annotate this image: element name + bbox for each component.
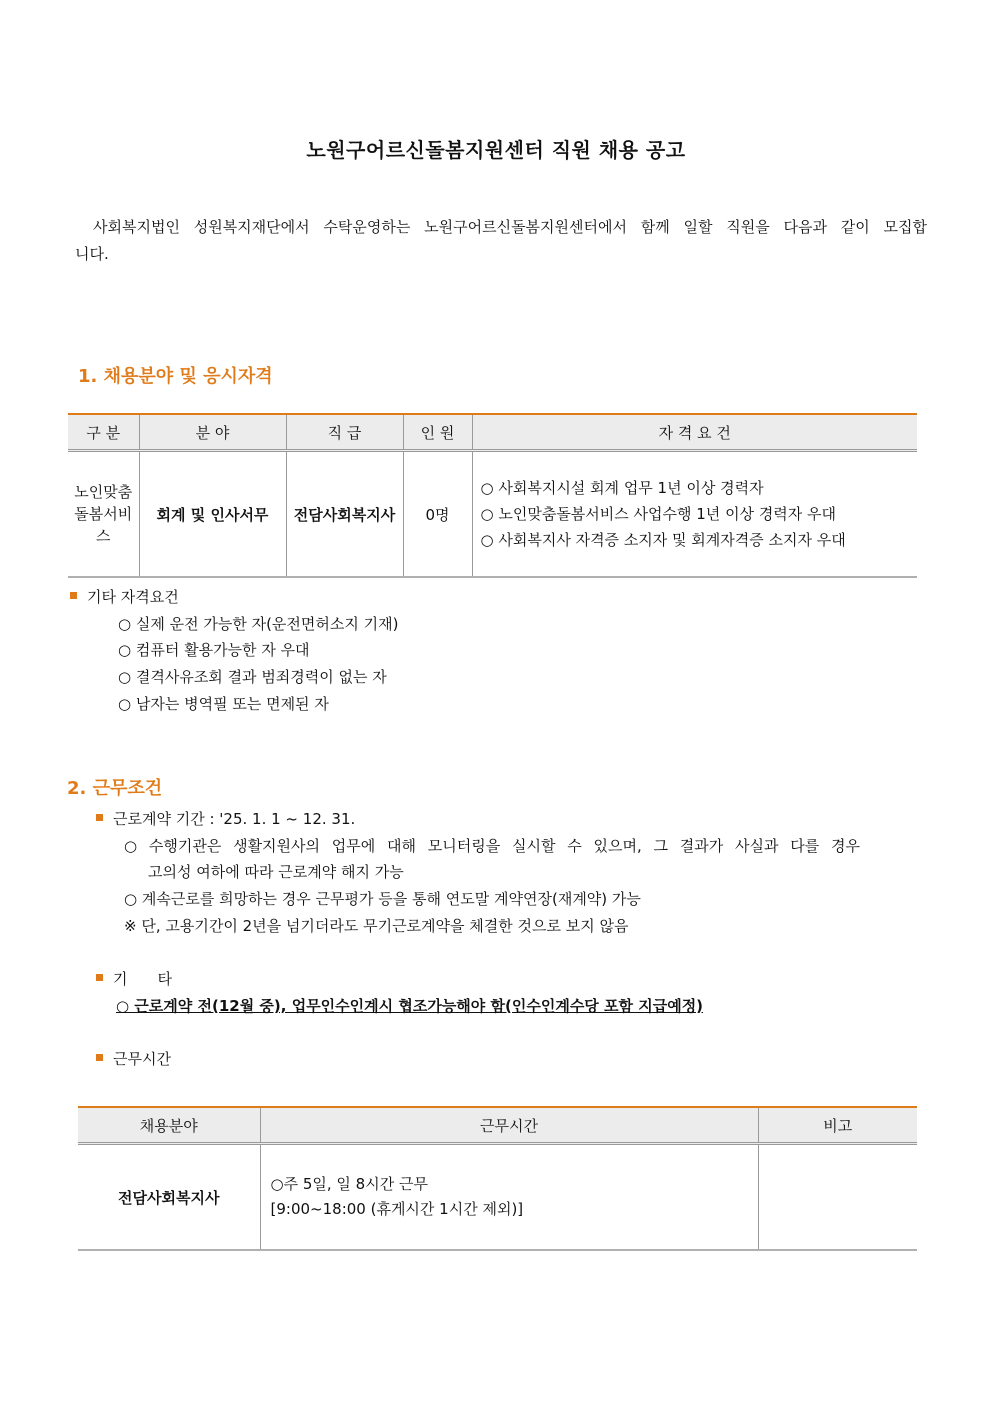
section2-heading: 2. 근무조건 — [67, 778, 163, 799]
category-text: 노인맞춤돌봄서비스 — [74, 483, 133, 545]
header-hours-field: 채용분야 — [78, 1107, 260, 1144]
other-item: ○ 실제 운전 가능한 자(운전면허소지 기재) — [118, 615, 399, 633]
table-row — [68, 451, 917, 578]
cell-hours — [260, 1144, 758, 1251]
other-label-text: 기타 자격요건 — [87, 588, 179, 606]
work-hours-table-header — [78, 1107, 917, 1144]
square-bullet-icon — [96, 814, 103, 821]
contract-period — [96, 809, 355, 829]
contract-item: ○ 수행기관은 생활지원사의 업무에 대해 모니터링을 실시할 수 있으며, 그 결과가 사실과 다를 경우 — [124, 837, 860, 855]
recruitment-table — [68, 413, 917, 578]
header-rank: 직 급 — [286, 414, 403, 451]
etc-label-text: 기 타 — [113, 970, 172, 988]
etc-label — [96, 969, 172, 989]
header-field: 분 야 — [139, 414, 286, 451]
other-item: ○ 결격사유조회 결과 범죄경력이 없는 자 — [118, 668, 387, 686]
cell-field: 회계 및 인사서무 — [139, 451, 286, 578]
square-bullet-icon — [96, 1054, 103, 1061]
header-category: 구 분 — [68, 414, 139, 451]
header-note: 비고 — [758, 1107, 917, 1144]
square-bullet-icon — [96, 974, 103, 981]
requirement-item: ○ 노인맞춤돌봄서비스 사업수행 1년 이상 경력자 우대 — [480, 505, 837, 523]
contract-item: ○ 계속근로를 희망하는 경우 근무평가 등을 통해 연도말 계약연장(재계약) 가능 — [124, 890, 641, 908]
section1-heading: 1. 채용분야 및 응시자격 — [78, 366, 273, 387]
recruitment-table-header — [68, 414, 917, 451]
header-requirements: 자 격 요 건 — [472, 414, 917, 451]
cell-rank: 전담사회복지사 — [286, 451, 403, 578]
page-title: 노원구어르신돌봄지원센터 직원 채용 공고 — [306, 138, 686, 162]
header-count: 인 원 — [403, 414, 472, 451]
requirement-item: ○ 사회복지사 자격증 소지자 및 회계자격증 소지자 우대 — [480, 531, 846, 549]
etc-item: ○ 근로계약 전(12월 중), 업무인수인계시 협조가능해야 함(인수인계수당 포함 지급예정) — [116, 997, 704, 1015]
hours-line: ○주 5일, 일 8시간 근무 — [270, 1175, 428, 1193]
square-bullet-icon — [70, 592, 77, 599]
work-hours-table — [78, 1106, 917, 1251]
cell-hours-field: 전담사회복지사 — [78, 1144, 260, 1251]
requirement-item: ○ 사회복지시설 회계 업무 1년 이상 경력자 — [480, 479, 764, 497]
cell-note — [758, 1144, 917, 1251]
contract-label-text: 근로계약 기간 : '25. 1. 1 ~ 12. 31. — [113, 810, 356, 828]
cell-category — [68, 451, 139, 578]
hours-label-text: 근무시간 — [113, 1050, 171, 1068]
work-hours-label — [96, 1049, 171, 1069]
other-qualifications-label — [70, 587, 179, 607]
contract-note: ※ 단, 고용기간이 2년을 넘기더라도 무기근로계약을 체결한 것으로 보지 않음 — [124, 917, 629, 935]
other-item: ○ 남자는 병역필 또는 면제된 자 — [118, 695, 329, 713]
contract-item-continued: 고의성 여하에 따라 근로계약 해지 가능 — [148, 863, 404, 881]
table-row — [78, 1144, 917, 1251]
other-item: ○ 컴퓨터 활용가능한 자 우대 — [118, 641, 310, 659]
intro-paragraph: 사회복지법인 성원복지재단에서 수탁운영하는 노원구어르신돌봄지원센터에서 함께 일할 직원을 다음과 같이 모집합니다. — [75, 218, 927, 263]
header-hours: 근무시간 — [260, 1107, 758, 1144]
cell-count: 0명 — [403, 451, 472, 578]
cell-requirements — [472, 451, 917, 578]
hours-line: [9:00~18:00 (휴게시간 1시간 제외)] — [270, 1200, 524, 1218]
